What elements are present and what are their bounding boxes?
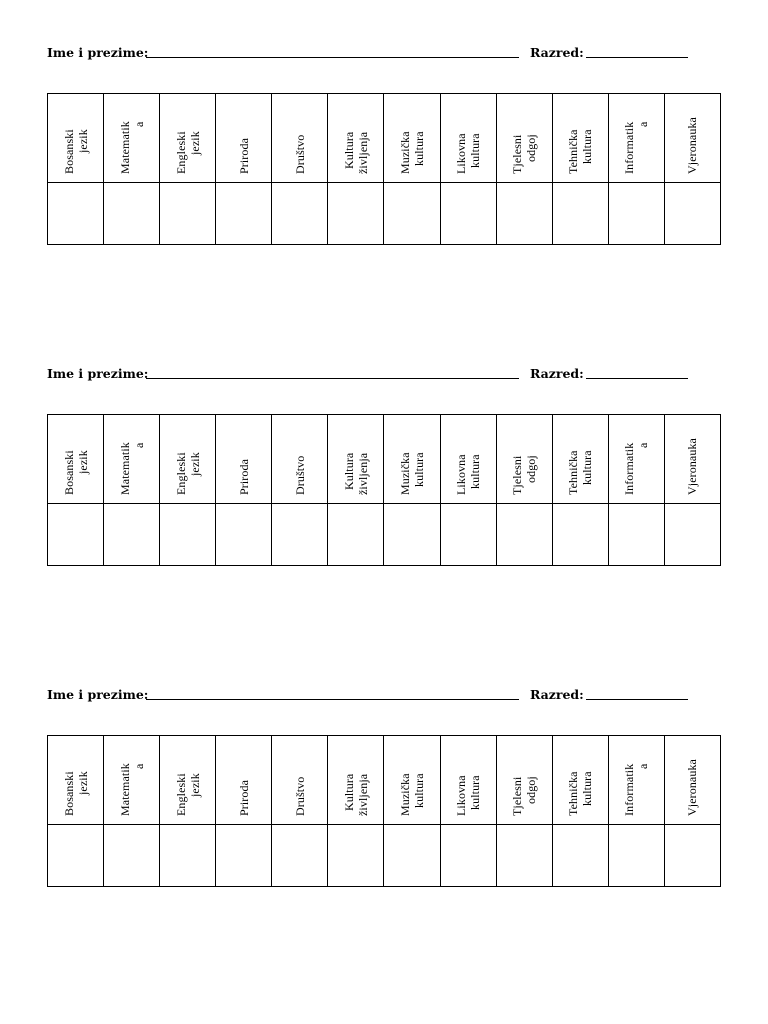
grade-row xyxy=(48,825,721,887)
subject-header xyxy=(440,94,496,183)
subject-label: Tehnička kultura xyxy=(566,129,595,174)
grade-cell[interactable] xyxy=(608,825,664,887)
grade-cell[interactable] xyxy=(272,825,328,887)
subject-header xyxy=(384,736,440,825)
subject-label: Vjeronauka xyxy=(685,759,700,816)
subject-header xyxy=(104,736,160,825)
subject-header xyxy=(272,736,328,825)
name-field[interactable] xyxy=(146,378,519,379)
subject-header xyxy=(440,736,496,825)
subject-header xyxy=(104,415,160,504)
subject-header xyxy=(160,736,216,825)
subject-header xyxy=(216,415,272,504)
grade-cell[interactable] xyxy=(104,504,160,566)
grade-cell[interactable] xyxy=(608,183,664,245)
subject-header xyxy=(664,736,720,825)
class-field[interactable] xyxy=(586,378,688,379)
subject-label: Bosanski jezik xyxy=(61,129,90,174)
subject-header xyxy=(384,94,440,183)
subject-header xyxy=(552,736,608,825)
grade-cell[interactable] xyxy=(552,183,608,245)
subject-label: Tehnička kultura xyxy=(566,771,595,816)
student-info-row xyxy=(47,45,707,65)
subject-label: Vjeronauka xyxy=(685,438,700,495)
subject-label: Priroda xyxy=(236,137,251,174)
name-label: Ime i prezime: xyxy=(47,366,149,381)
subject-header xyxy=(216,94,272,183)
subject-header xyxy=(384,415,440,504)
subject-label: Tjelesni odgoj xyxy=(510,134,539,174)
grade-cell[interactable] xyxy=(440,825,496,887)
grade-cell[interactable] xyxy=(272,183,328,245)
subject-label: Muzička kultura xyxy=(398,773,426,816)
grade-cell[interactable] xyxy=(48,183,104,245)
grade-cell[interactable] xyxy=(160,504,216,566)
subject-header xyxy=(496,736,552,825)
grade-cell[interactable] xyxy=(104,825,160,887)
subject-label: Likovna kultura xyxy=(454,133,483,174)
grade-cell[interactable] xyxy=(496,825,552,887)
grade-cell[interactable] xyxy=(48,825,104,887)
subject-label: Matematik a xyxy=(117,763,146,816)
grade-cell[interactable] xyxy=(216,504,272,566)
subject-header xyxy=(664,415,720,504)
subject-header xyxy=(552,94,608,183)
name-field[interactable] xyxy=(146,699,519,700)
subject-header xyxy=(496,415,552,504)
grades-table xyxy=(47,93,721,245)
grade-cell[interactable] xyxy=(496,183,552,245)
class-label: Razred: xyxy=(530,366,584,381)
subject-label: Kultura življenja xyxy=(341,131,370,174)
subject-header xyxy=(48,415,104,504)
subject-label: Kultura življenja xyxy=(341,452,370,495)
grades-table xyxy=(47,414,721,566)
grade-cell[interactable] xyxy=(384,504,440,566)
grade-cell[interactable] xyxy=(664,183,720,245)
class-field[interactable] xyxy=(586,57,688,58)
subject-label: Muzička kultura xyxy=(398,452,426,495)
grade-cell[interactable] xyxy=(48,504,104,566)
subject-header xyxy=(328,415,384,504)
subject-label: Tjelesni odgoj xyxy=(510,455,539,495)
name-label: Ime i prezime: xyxy=(47,45,149,60)
student-info-row xyxy=(47,687,707,707)
subject-header xyxy=(608,415,664,504)
subject-header xyxy=(216,736,272,825)
subject-header xyxy=(48,94,104,183)
subject-header xyxy=(328,736,384,825)
subject-label: Tjelesni odgoj xyxy=(510,776,539,816)
grade-row xyxy=(48,183,721,245)
subject-label: Informatik a xyxy=(622,121,651,174)
subject-header xyxy=(664,94,720,183)
subject-label: Engleski jezik xyxy=(173,773,202,816)
grade-row xyxy=(48,504,721,566)
subject-header xyxy=(608,736,664,825)
subject-header xyxy=(160,94,216,183)
subject-label: Tehnička kultura xyxy=(566,450,595,495)
grade-cell[interactable] xyxy=(216,825,272,887)
subject-header xyxy=(160,415,216,504)
subject-label: Informatik a xyxy=(622,763,651,816)
subject-header xyxy=(608,94,664,183)
grade-cell[interactable] xyxy=(552,825,608,887)
grade-cell[interactable] xyxy=(496,504,552,566)
subject-label: Priroda xyxy=(236,779,251,816)
subject-label: Likovna kultura xyxy=(454,454,483,495)
grade-cell[interactable] xyxy=(160,825,216,887)
subject-label: Društvo xyxy=(292,776,307,816)
subject-header-row xyxy=(48,94,721,183)
name-field[interactable] xyxy=(146,57,519,58)
grade-cell[interactable] xyxy=(384,825,440,887)
grade-cell[interactable] xyxy=(272,504,328,566)
grade-cell[interactable] xyxy=(440,504,496,566)
grade-cell[interactable] xyxy=(552,504,608,566)
subject-label: Informatik a xyxy=(622,442,651,495)
grade-cell[interactable] xyxy=(104,183,160,245)
subject-label: Muzička kultura xyxy=(398,131,426,174)
subject-header xyxy=(552,415,608,504)
subject-header xyxy=(104,94,160,183)
subject-label: Matematik a xyxy=(117,121,146,174)
grade-cell[interactable] xyxy=(664,825,720,887)
class-label: Razred: xyxy=(530,45,584,60)
subject-label: Bosanski jezik xyxy=(61,450,90,495)
subject-label: Vjeronauka xyxy=(685,117,700,174)
subject-header xyxy=(440,415,496,504)
grade-cell[interactable] xyxy=(608,504,664,566)
grade-cell[interactable] xyxy=(160,183,216,245)
grade-cell[interactable] xyxy=(384,183,440,245)
student-info-row xyxy=(47,366,707,386)
subject-header-row xyxy=(48,736,721,825)
class-label: Razred: xyxy=(530,687,584,702)
subject-label: Priroda xyxy=(236,458,251,495)
grade-cell[interactable] xyxy=(328,183,384,245)
subject-label: Likovna kultura xyxy=(454,775,483,816)
name-label: Ime i prezime: xyxy=(47,687,149,702)
subject-label: Engleski jezik xyxy=(173,452,202,495)
subject-label: Društvo xyxy=(292,455,307,495)
subject-header xyxy=(272,415,328,504)
grade-cell[interactable] xyxy=(664,504,720,566)
subject-header xyxy=(328,94,384,183)
grades-table xyxy=(47,735,721,887)
grade-cell[interactable] xyxy=(328,825,384,887)
grade-cell[interactable] xyxy=(440,183,496,245)
subject-header xyxy=(272,94,328,183)
grade-cell[interactable] xyxy=(328,504,384,566)
subject-label: Engleski jezik xyxy=(173,131,202,174)
grade-cell[interactable] xyxy=(216,183,272,245)
subject-label: Društvo xyxy=(292,134,307,174)
class-field[interactable] xyxy=(586,699,688,700)
subject-label: Matematik a xyxy=(117,442,146,495)
subject-header-row xyxy=(48,415,721,504)
subject-label: Bosanski jezik xyxy=(61,771,90,816)
subject-header xyxy=(496,94,552,183)
subject-label: Kultura življenja xyxy=(341,773,370,816)
subject-header xyxy=(48,736,104,825)
